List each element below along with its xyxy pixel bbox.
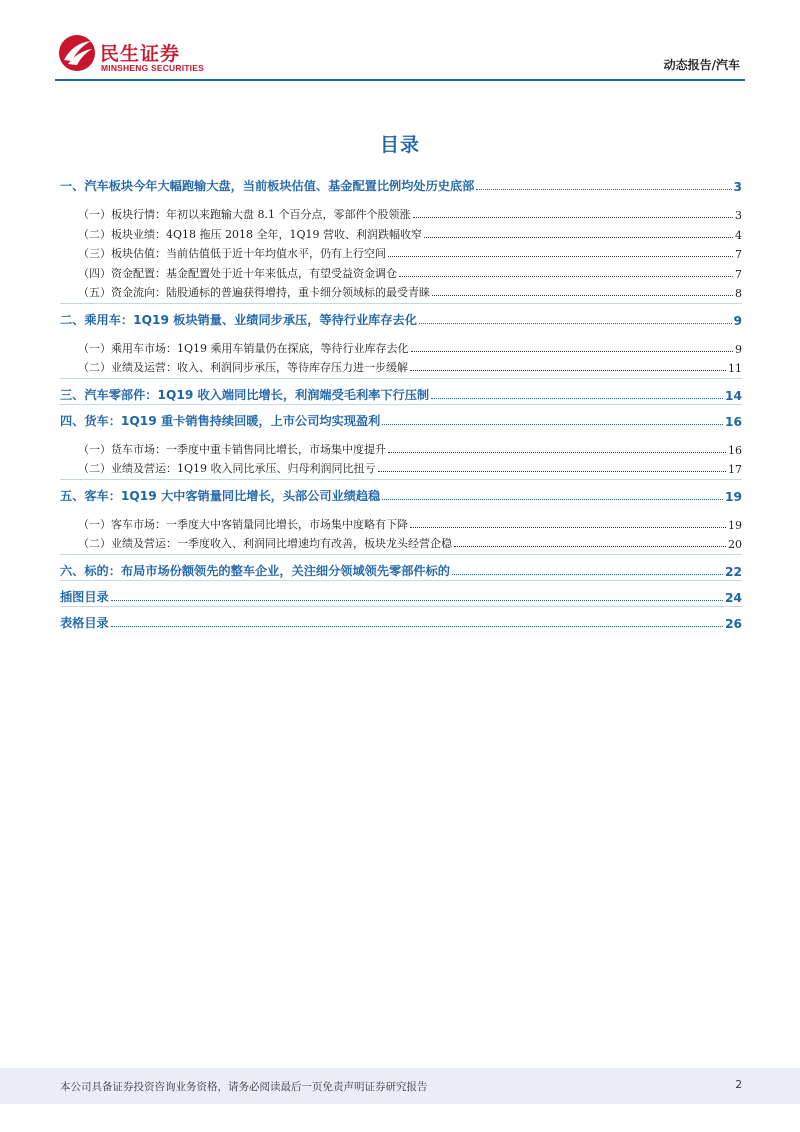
toc-section-entry[interactable] xyxy=(60,308,742,328)
page-header xyxy=(0,0,800,82)
toc-page-number: 22 xyxy=(725,564,742,579)
toc-entry-text: 六、标的：布局市场份额领先的整车企业，关注细分领域领先零部件标的 xyxy=(60,563,450,578)
toc-section-entry[interactable] xyxy=(60,611,742,631)
toc-subsection-entry[interactable] xyxy=(78,512,742,532)
toc-entry-text: （二）板块业绩：4Q18 拖压 2018 全年，1Q19 营收、利润跌幅收窄 xyxy=(78,227,423,241)
dot-leader xyxy=(382,498,723,500)
toc-page-number: 7 xyxy=(735,248,742,261)
toc-subsection-entry[interactable] xyxy=(78,202,742,222)
toc-subsection-entry[interactable] xyxy=(78,456,742,476)
dot-leader xyxy=(424,236,733,238)
toc-separator xyxy=(60,580,742,581)
company-logo xyxy=(58,33,218,77)
dot-leader xyxy=(382,423,723,425)
footer-disclaimer: 本公司具备证券投资咨询业务资格，请务必阅读最后一页免责声明证券研究报告 xyxy=(60,1081,428,1093)
toc-entry-text: （二）业绩及运营：收入、利润同步承压，等待库存压力进一步缓解 xyxy=(78,361,408,374)
dot-leader xyxy=(410,526,726,528)
toc-entry-text: （一）乘用车市场：1Q19 乘用车销量仍在探底，等待行业库存去化 xyxy=(78,341,409,355)
toc-separator xyxy=(60,554,742,555)
toc-page-number: 17 xyxy=(728,463,742,476)
toc-page-number: 4 xyxy=(735,228,742,242)
toc-separator xyxy=(60,479,742,480)
report-type-label: 动态报告/汽车 xyxy=(663,58,740,72)
toc-subsection-entry[interactable] xyxy=(78,437,742,457)
toc-entry-text: （四）资金配置：基金配置处于近十年来低点，有望受益资金调仓 xyxy=(78,266,397,280)
toc-subsection-entry[interactable] xyxy=(78,280,742,300)
toc-entry-text: 插图目录 xyxy=(60,589,109,604)
dot-leader xyxy=(432,294,733,296)
page-footer xyxy=(0,1068,800,1104)
toc-section-entry[interactable] xyxy=(60,174,742,194)
toc-page-number: 14 xyxy=(725,388,742,403)
toc-page-number: 8 xyxy=(735,287,742,300)
toc-entry-text: （一）货车市场：一季度中重卡销售同比增长，市场集中度提升 xyxy=(78,442,386,456)
toc-page-number: 9 xyxy=(735,342,742,356)
toc-separator xyxy=(60,404,742,405)
toc-section-entry[interactable] xyxy=(60,484,742,504)
dot-leader xyxy=(476,188,731,190)
page-number: 2 xyxy=(735,1079,742,1091)
toc-page-number: 20 xyxy=(728,538,742,551)
dot-leader xyxy=(111,599,723,601)
dot-leader xyxy=(454,545,726,547)
dot-leader xyxy=(399,275,733,277)
toc-page-number: 3 xyxy=(733,180,742,194)
toc-separator xyxy=(60,303,742,304)
toc-page-number: 26 xyxy=(725,616,742,631)
toc-page-number: 7 xyxy=(735,267,742,281)
logo-chinese-name: 民生证券 xyxy=(100,43,181,65)
toc-page-number: 16 xyxy=(728,443,742,457)
logo-english-name: MINSHENG SECURITIES xyxy=(101,63,204,73)
toc-page-number: 19 xyxy=(725,489,742,504)
minsheng-logo-icon xyxy=(58,33,96,73)
toc-subsection-entry[interactable] xyxy=(78,355,742,375)
dot-leader xyxy=(111,625,723,627)
toc-section-entry[interactable] xyxy=(60,559,742,579)
toc-entry-text: 一、汽车板块今年大幅跑输大盘，当前板块估值、基金配置比例均处历史底部 xyxy=(60,179,475,193)
toc-subsection-entry[interactable] xyxy=(78,336,742,356)
dot-leader xyxy=(413,216,734,218)
dot-leader xyxy=(410,369,726,371)
toc-title: 目录 xyxy=(379,134,420,156)
dot-leader xyxy=(388,255,733,257)
toc-entry-text: （三）板块估值：当前估值低于近十年均值水平，仍有上行空间 xyxy=(78,247,386,260)
toc-page-number: 3 xyxy=(735,209,742,222)
toc-entry-text: （五）资金流向：陆股通标的普遍获得增持，重卡细分领域标的最受青睐 xyxy=(78,286,430,299)
toc-subsection-entry[interactable] xyxy=(78,241,742,261)
toc-separator xyxy=(60,378,742,379)
toc-entry-text: （二）业绩及营运：一季度收入、利润同比增速均有改善，板块龙头经营企稳 xyxy=(78,537,452,550)
toc-entry-text: 四、货车：1Q19 重卡销售持续回暖，上市公司均实现盈利 xyxy=(60,413,381,428)
dot-leader xyxy=(378,470,726,472)
toc-subsection-entry[interactable] xyxy=(78,261,742,281)
toc-separator xyxy=(60,606,742,607)
toc-page-number: 24 xyxy=(725,590,742,605)
toc-section-entry[interactable] xyxy=(60,409,742,429)
toc-section-entry[interactable] xyxy=(60,383,742,403)
toc-entry-text: （一）板块行情：年初以来跑输大盘 8.1 个百分点，零部件个股领涨 xyxy=(78,208,411,221)
toc-page-number: 19 xyxy=(728,518,742,532)
toc-entry-text: 二、乘用车：1Q19 板块销量、业绩同步承压，等待行业库存去化 xyxy=(60,312,417,327)
toc-subsection-entry[interactable] xyxy=(78,222,742,242)
toc-entry-text: 三、汽车零部件：1Q19 收入端同比增长，利润端受毛利率下行压制 xyxy=(60,387,430,402)
toc-entry-text: 五、客车：1Q19 大中客销量同比增长，头部公司业绩趋稳 xyxy=(60,488,381,503)
toc-section-entry[interactable] xyxy=(60,585,742,605)
dot-leader xyxy=(411,350,733,352)
toc-page-number: 9 xyxy=(733,313,742,328)
toc-subsection-entry[interactable] xyxy=(78,531,742,551)
toc-entry-text: 表格目录 xyxy=(60,615,109,630)
dot-leader xyxy=(419,322,732,324)
dot-leader xyxy=(452,573,723,575)
toc-page-number: 11 xyxy=(728,362,742,375)
toc-entry-text: （一）客车市场：一季度大中客销量同比增长，市场集中度略有下降 xyxy=(78,517,408,531)
dot-leader xyxy=(431,397,723,399)
toc-entry-text: （二）业绩及营运：1Q19 收入同比承压、归母利润同比扭亏 xyxy=(78,462,376,475)
dot-leader xyxy=(388,451,726,453)
toc-page-number: 16 xyxy=(725,414,742,429)
header-divider xyxy=(55,79,745,81)
